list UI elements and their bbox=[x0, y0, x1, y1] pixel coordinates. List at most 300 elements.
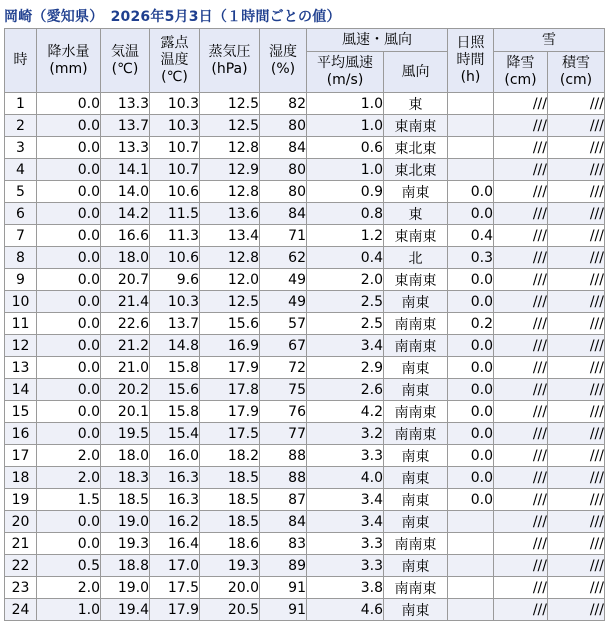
humidity-cell: 80 bbox=[260, 115, 307, 137]
dew-point-cell: 16.0 bbox=[150, 445, 200, 467]
hour-cell: 8 bbox=[5, 247, 37, 269]
dew-point-cell: 9.6 bbox=[150, 269, 200, 291]
humidity-cell: 88 bbox=[260, 445, 307, 467]
humidity-cell: 87 bbox=[260, 489, 307, 511]
snow-depth-cell: /// bbox=[548, 335, 605, 357]
table-row bbox=[5, 291, 605, 313]
hour-cell: 2 bbox=[5, 115, 37, 137]
snowfall-cell: /// bbox=[494, 599, 548, 621]
wind-direction-cell: 南東 bbox=[384, 181, 448, 203]
dew-point-cell: 17.5 bbox=[150, 577, 200, 599]
snowfall-cell: /// bbox=[494, 445, 548, 467]
wind-direction-cell: 北 bbox=[384, 247, 448, 269]
vapor-pressure-cell: 20.0 bbox=[200, 577, 260, 599]
table-header bbox=[5, 29, 605, 93]
dew-point-cell: 16.3 bbox=[150, 467, 200, 489]
snow-depth-cell: /// bbox=[548, 137, 605, 159]
hour-cell: 13 bbox=[5, 357, 37, 379]
table-row bbox=[5, 489, 605, 511]
header-humidity: 湿度 (%) bbox=[260, 29, 307, 93]
table-row bbox=[5, 423, 605, 445]
temperature-cell: 18.0 bbox=[101, 247, 150, 269]
precipitation-cell: 0.0 bbox=[37, 159, 101, 181]
vapor-pressure-cell: 17.9 bbox=[200, 357, 260, 379]
snow-depth-cell: /// bbox=[548, 467, 605, 489]
dew-point-cell: 10.3 bbox=[150, 291, 200, 313]
wind-direction-cell: 南東 bbox=[384, 357, 448, 379]
table-row bbox=[5, 159, 605, 181]
hour-cell: 18 bbox=[5, 467, 37, 489]
hour-cell: 11 bbox=[5, 313, 37, 335]
snow-depth-cell: /// bbox=[548, 225, 605, 247]
sunshine-cell: 0.3 bbox=[448, 247, 494, 269]
precipitation-cell: 0.0 bbox=[37, 511, 101, 533]
sunshine-cell: 0.0 bbox=[448, 467, 494, 489]
snowfall-cell: /// bbox=[494, 357, 548, 379]
vapor-pressure-cell: 12.5 bbox=[200, 291, 260, 313]
hour-cell: 22 bbox=[5, 555, 37, 577]
header-sunshine: 日照 時間 (h) bbox=[448, 29, 494, 93]
table-row bbox=[5, 137, 605, 159]
table-row bbox=[5, 357, 605, 379]
wind-direction-cell: 南東 bbox=[384, 599, 448, 621]
hour-cell: 12 bbox=[5, 335, 37, 357]
snow-depth-cell: /// bbox=[548, 247, 605, 269]
precipitation-cell: 2.0 bbox=[37, 467, 101, 489]
dew-point-cell: 15.6 bbox=[150, 379, 200, 401]
snowfall-cell: /// bbox=[494, 181, 548, 203]
temperature-cell: 14.1 bbox=[101, 159, 150, 181]
wind-direction-cell: 南南東 bbox=[384, 335, 448, 357]
snow-depth-cell: /// bbox=[548, 159, 605, 181]
humidity-cell: 71 bbox=[260, 225, 307, 247]
dew-point-cell: 11.3 bbox=[150, 225, 200, 247]
sunshine-cell bbox=[448, 137, 494, 159]
precipitation-cell: 0.0 bbox=[37, 203, 101, 225]
snow-depth-cell: /// bbox=[548, 313, 605, 335]
hour-cell: 24 bbox=[5, 599, 37, 621]
sunshine-cell bbox=[448, 93, 494, 115]
precipitation-cell: 0.0 bbox=[37, 93, 101, 115]
wind-speed-cell: 2.5 bbox=[307, 291, 384, 313]
hourly-observation-table bbox=[4, 28, 605, 621]
snowfall-cell: /// bbox=[494, 489, 548, 511]
temperature-cell: 21.0 bbox=[101, 357, 150, 379]
header-snowfall: 降雪 (cm) bbox=[494, 52, 548, 93]
sunshine-cell bbox=[448, 115, 494, 137]
vapor-pressure-cell: 20.5 bbox=[200, 599, 260, 621]
vapor-pressure-cell: 18.5 bbox=[200, 489, 260, 511]
hour-cell: 16 bbox=[5, 423, 37, 445]
table-row bbox=[5, 533, 605, 555]
temperature-cell: 20.2 bbox=[101, 379, 150, 401]
vapor-pressure-cell: 17.9 bbox=[200, 401, 260, 423]
snow-depth-cell: /// bbox=[548, 115, 605, 137]
dew-point-cell: 10.7 bbox=[150, 137, 200, 159]
precipitation-cell: 1.5 bbox=[37, 489, 101, 511]
dew-point-cell: 16.3 bbox=[150, 489, 200, 511]
sunshine-cell bbox=[448, 555, 494, 577]
precipitation-cell: 0.0 bbox=[37, 313, 101, 335]
table-row bbox=[5, 115, 605, 137]
temperature-cell: 13.7 bbox=[101, 115, 150, 137]
wind-direction-cell: 南南東 bbox=[384, 533, 448, 555]
table-row bbox=[5, 269, 605, 291]
sunshine-cell: 0.2 bbox=[448, 313, 494, 335]
snow-depth-cell: /// bbox=[548, 203, 605, 225]
wind-speed-cell: 4.2 bbox=[307, 401, 384, 423]
temperature-cell: 19.0 bbox=[101, 511, 150, 533]
humidity-cell: 91 bbox=[260, 599, 307, 621]
wind-direction-cell: 南東 bbox=[384, 467, 448, 489]
dew-point-cell: 16.4 bbox=[150, 533, 200, 555]
humidity-cell: 82 bbox=[260, 93, 307, 115]
snow-depth-cell: /// bbox=[548, 181, 605, 203]
sunshine-cell: 0.0 bbox=[448, 379, 494, 401]
hour-cell: 21 bbox=[5, 533, 37, 555]
dew-point-cell: 13.7 bbox=[150, 313, 200, 335]
page-title: 岡崎（愛知県） 2026年5月3日（１時間ごとの値） bbox=[4, 9, 341, 25]
wind-speed-cell: 3.2 bbox=[307, 423, 384, 445]
temperature-cell: 18.3 bbox=[101, 467, 150, 489]
table-body bbox=[5, 93, 605, 621]
temperature-cell: 19.5 bbox=[101, 423, 150, 445]
temperature-cell: 18.5 bbox=[101, 489, 150, 511]
dew-point-cell: 11.5 bbox=[150, 203, 200, 225]
hour-cell: 7 bbox=[5, 225, 37, 247]
sunshine-cell: 0.0 bbox=[448, 269, 494, 291]
table-row bbox=[5, 599, 605, 621]
snowfall-cell: /// bbox=[494, 269, 548, 291]
table-row bbox=[5, 467, 605, 489]
dew-point-cell: 10.3 bbox=[150, 115, 200, 137]
snowfall-cell: /// bbox=[494, 577, 548, 599]
snow-depth-cell: /// bbox=[548, 533, 605, 555]
humidity-cell: 88 bbox=[260, 467, 307, 489]
header-snow-group: 雪 bbox=[494, 29, 605, 52]
sunshine-cell: 0.0 bbox=[448, 291, 494, 313]
wind-speed-cell: 0.4 bbox=[307, 247, 384, 269]
temperature-cell: 13.3 bbox=[101, 93, 150, 115]
humidity-cell: 57 bbox=[260, 313, 307, 335]
temperature-cell: 22.6 bbox=[101, 313, 150, 335]
humidity-cell: 75 bbox=[260, 379, 307, 401]
wind-direction-cell: 南南東 bbox=[384, 577, 448, 599]
sunshine-cell: 0.0 bbox=[448, 203, 494, 225]
vapor-pressure-cell: 18.2 bbox=[200, 445, 260, 467]
dew-point-cell: 10.7 bbox=[150, 159, 200, 181]
vapor-pressure-cell: 12.8 bbox=[200, 181, 260, 203]
humidity-cell: 49 bbox=[260, 269, 307, 291]
hour-cell: 1 bbox=[5, 93, 37, 115]
snowfall-cell: /// bbox=[494, 159, 548, 181]
wind-speed-cell: 3.3 bbox=[307, 533, 384, 555]
vapor-pressure-cell: 19.3 bbox=[200, 555, 260, 577]
humidity-cell: 76 bbox=[260, 401, 307, 423]
humidity-cell: 67 bbox=[260, 335, 307, 357]
table-row bbox=[5, 511, 605, 533]
snowfall-cell: /// bbox=[494, 533, 548, 555]
wind-speed-cell: 3.4 bbox=[307, 335, 384, 357]
vapor-pressure-cell: 17.8 bbox=[200, 379, 260, 401]
table-row bbox=[5, 203, 605, 225]
wind-direction-cell: 東 bbox=[384, 93, 448, 115]
hour-cell: 4 bbox=[5, 159, 37, 181]
precipitation-cell: 0.0 bbox=[37, 291, 101, 313]
sunshine-cell: 0.0 bbox=[448, 335, 494, 357]
dew-point-cell: 14.8 bbox=[150, 335, 200, 357]
snow-depth-cell: /// bbox=[548, 401, 605, 423]
snow-depth-cell: /// bbox=[548, 599, 605, 621]
snow-depth-cell: /// bbox=[548, 357, 605, 379]
vapor-pressure-cell: 18.5 bbox=[200, 511, 260, 533]
wind-direction-cell: 東南東 bbox=[384, 115, 448, 137]
snowfall-cell: /// bbox=[494, 401, 548, 423]
wind-speed-cell: 2.5 bbox=[307, 313, 384, 335]
wind-speed-cell: 3.3 bbox=[307, 445, 384, 467]
header-dew-point: 露点 温度 (℃) bbox=[150, 29, 200, 93]
precipitation-cell: 0.0 bbox=[37, 181, 101, 203]
hour-cell: 15 bbox=[5, 401, 37, 423]
snow-depth-cell: /// bbox=[548, 489, 605, 511]
precipitation-cell: 0.0 bbox=[37, 379, 101, 401]
wind-speed-cell: 4.6 bbox=[307, 599, 384, 621]
vapor-pressure-cell: 13.6 bbox=[200, 203, 260, 225]
humidity-cell: 83 bbox=[260, 533, 307, 555]
precipitation-cell: 0.0 bbox=[37, 423, 101, 445]
dew-point-cell: 17.9 bbox=[150, 599, 200, 621]
sunshine-cell: 0.0 bbox=[448, 423, 494, 445]
vapor-pressure-cell: 17.5 bbox=[200, 423, 260, 445]
wind-direction-cell: 南東 bbox=[384, 291, 448, 313]
vapor-pressure-cell: 13.4 bbox=[200, 225, 260, 247]
header-wind-direction: 風向 bbox=[384, 52, 448, 93]
snowfall-cell: /// bbox=[494, 313, 548, 335]
header-hour: 時 bbox=[5, 29, 37, 93]
header-precipitation: 降水量 (mm) bbox=[37, 29, 101, 93]
wind-speed-cell: 2.9 bbox=[307, 357, 384, 379]
snow-depth-cell: /// bbox=[548, 269, 605, 291]
humidity-cell: 89 bbox=[260, 555, 307, 577]
table-row bbox=[5, 335, 605, 357]
table-row bbox=[5, 181, 605, 203]
dew-point-cell: 10.6 bbox=[150, 181, 200, 203]
wind-speed-cell: 1.0 bbox=[307, 115, 384, 137]
wind-speed-cell: 1.0 bbox=[307, 93, 384, 115]
vapor-pressure-cell: 12.5 bbox=[200, 93, 260, 115]
wind-direction-cell: 東南東 bbox=[384, 269, 448, 291]
snow-depth-cell: /// bbox=[548, 511, 605, 533]
humidity-cell: 72 bbox=[260, 357, 307, 379]
sunshine-cell: 0.0 bbox=[448, 357, 494, 379]
table-row bbox=[5, 577, 605, 599]
humidity-cell: 84 bbox=[260, 511, 307, 533]
sunshine-cell: 0.0 bbox=[448, 445, 494, 467]
temperature-cell: 13.3 bbox=[101, 137, 150, 159]
vapor-pressure-cell: 18.5 bbox=[200, 467, 260, 489]
vapor-pressure-cell: 12.5 bbox=[200, 115, 260, 137]
snow-depth-cell: /// bbox=[548, 423, 605, 445]
snow-depth-cell: /// bbox=[548, 445, 605, 467]
snowfall-cell: /// bbox=[494, 137, 548, 159]
snowfall-cell: /// bbox=[494, 467, 548, 489]
hour-cell: 5 bbox=[5, 181, 37, 203]
temperature-cell: 19.0 bbox=[101, 577, 150, 599]
snow-depth-cell: /// bbox=[548, 379, 605, 401]
humidity-cell: 49 bbox=[260, 291, 307, 313]
vapor-pressure-cell: 16.9 bbox=[200, 335, 260, 357]
wind-direction-cell: 南東 bbox=[384, 555, 448, 577]
wind-speed-cell: 2.6 bbox=[307, 379, 384, 401]
temperature-cell: 20.7 bbox=[101, 269, 150, 291]
wind-direction-cell: 南南東 bbox=[384, 401, 448, 423]
dew-point-cell: 15.8 bbox=[150, 401, 200, 423]
table-row bbox=[5, 445, 605, 467]
precipitation-cell: 0.0 bbox=[37, 247, 101, 269]
precipitation-cell: 0.0 bbox=[37, 401, 101, 423]
temperature-cell: 14.0 bbox=[101, 181, 150, 203]
table-row bbox=[5, 379, 605, 401]
snowfall-cell: /// bbox=[494, 93, 548, 115]
wind-direction-cell: 南東 bbox=[384, 489, 448, 511]
sunshine-cell bbox=[448, 599, 494, 621]
dew-point-cell: 10.3 bbox=[150, 93, 200, 115]
snow-depth-cell: /// bbox=[548, 555, 605, 577]
temperature-cell: 16.6 bbox=[101, 225, 150, 247]
snowfall-cell: /// bbox=[494, 423, 548, 445]
humidity-cell: 84 bbox=[260, 203, 307, 225]
wind-direction-cell: 南東 bbox=[384, 445, 448, 467]
temperature-cell: 20.1 bbox=[101, 401, 150, 423]
snowfall-cell: /// bbox=[494, 555, 548, 577]
hour-cell: 9 bbox=[5, 269, 37, 291]
hour-cell: 23 bbox=[5, 577, 37, 599]
sunshine-cell: 0.4 bbox=[448, 225, 494, 247]
wind-direction-cell: 東南東 bbox=[384, 225, 448, 247]
vapor-pressure-cell: 18.6 bbox=[200, 533, 260, 555]
sunshine-cell bbox=[448, 577, 494, 599]
snowfall-cell: /// bbox=[494, 291, 548, 313]
precipitation-cell: 0.0 bbox=[37, 115, 101, 137]
snowfall-cell: /// bbox=[494, 335, 548, 357]
sunshine-cell bbox=[448, 159, 494, 181]
header-wind-speed: 平均風速 (m/s) bbox=[307, 52, 384, 93]
wind-speed-cell: 2.0 bbox=[307, 269, 384, 291]
precipitation-cell: 1.0 bbox=[37, 599, 101, 621]
humidity-cell: 62 bbox=[260, 247, 307, 269]
hour-cell: 20 bbox=[5, 511, 37, 533]
wind-speed-cell: 3.4 bbox=[307, 511, 384, 533]
table-row bbox=[5, 225, 605, 247]
hour-cell: 3 bbox=[5, 137, 37, 159]
temperature-cell: 14.2 bbox=[101, 203, 150, 225]
snow-depth-cell: /// bbox=[548, 93, 605, 115]
hour-cell: 17 bbox=[5, 445, 37, 467]
wind-speed-cell: 3.4 bbox=[307, 489, 384, 511]
humidity-cell: 77 bbox=[260, 423, 307, 445]
temperature-cell: 18.8 bbox=[101, 555, 150, 577]
dew-point-cell: 10.6 bbox=[150, 247, 200, 269]
wind-speed-cell: 3.8 bbox=[307, 577, 384, 599]
precipitation-cell: 2.0 bbox=[37, 577, 101, 599]
hour-cell: 10 bbox=[5, 291, 37, 313]
wind-speed-cell: 3.3 bbox=[307, 555, 384, 577]
sunshine-cell bbox=[448, 533, 494, 555]
table-row bbox=[5, 313, 605, 335]
precipitation-cell: 0.0 bbox=[37, 269, 101, 291]
table-row bbox=[5, 555, 605, 577]
sunshine-cell: 0.0 bbox=[448, 401, 494, 423]
snowfall-cell: /// bbox=[494, 115, 548, 137]
temperature-cell: 21.2 bbox=[101, 335, 150, 357]
temperature-cell: 18.0 bbox=[101, 445, 150, 467]
dew-point-cell: 15.8 bbox=[150, 357, 200, 379]
snowfall-cell: /// bbox=[494, 203, 548, 225]
precipitation-cell: 0.0 bbox=[37, 225, 101, 247]
temperature-cell: 19.3 bbox=[101, 533, 150, 555]
hour-cell: 6 bbox=[5, 203, 37, 225]
sunshine-cell: 0.0 bbox=[448, 181, 494, 203]
header-wind-group: 風速・風向 bbox=[307, 29, 448, 52]
vapor-pressure-cell: 12.8 bbox=[200, 137, 260, 159]
temperature-cell: 19.4 bbox=[101, 599, 150, 621]
wind-speed-cell: 4.0 bbox=[307, 467, 384, 489]
snowfall-cell: /// bbox=[494, 247, 548, 269]
header-vapor-pressure: 蒸気圧 (hPa) bbox=[200, 29, 260, 93]
wind-direction-cell: 東 bbox=[384, 203, 448, 225]
vapor-pressure-cell: 15.6 bbox=[200, 313, 260, 335]
dew-point-cell: 15.4 bbox=[150, 423, 200, 445]
humidity-cell: 80 bbox=[260, 181, 307, 203]
table-row bbox=[5, 93, 605, 115]
wind-direction-cell: 南東 bbox=[384, 511, 448, 533]
wind-speed-cell: 1.2 bbox=[307, 225, 384, 247]
wind-speed-cell: 0.6 bbox=[307, 137, 384, 159]
wind-speed-cell: 0.9 bbox=[307, 181, 384, 203]
snowfall-cell: /// bbox=[494, 225, 548, 247]
precipitation-cell: 0.0 bbox=[37, 335, 101, 357]
hour-cell: 14 bbox=[5, 379, 37, 401]
precipitation-cell: 0.0 bbox=[37, 533, 101, 555]
sunshine-cell: 0.0 bbox=[448, 489, 494, 511]
table-row bbox=[5, 247, 605, 269]
snowfall-cell: /// bbox=[494, 379, 548, 401]
wind-direction-cell: 南南東 bbox=[384, 423, 448, 445]
vapor-pressure-cell: 12.8 bbox=[200, 247, 260, 269]
hour-cell: 19 bbox=[5, 489, 37, 511]
dew-point-cell: 17.0 bbox=[150, 555, 200, 577]
vapor-pressure-cell: 12.9 bbox=[200, 159, 260, 181]
snowfall-cell: /// bbox=[494, 511, 548, 533]
humidity-cell: 80 bbox=[260, 159, 307, 181]
wind-speed-cell: 1.0 bbox=[307, 159, 384, 181]
precipitation-cell: 0.0 bbox=[37, 137, 101, 159]
table-row bbox=[5, 401, 605, 423]
dew-point-cell: 16.2 bbox=[150, 511, 200, 533]
wind-direction-cell: 東北東 bbox=[384, 137, 448, 159]
header-snow-depth: 積雪 (cm) bbox=[548, 52, 605, 93]
wind-direction-cell: 南東 bbox=[384, 379, 448, 401]
wind-direction-cell: 東北東 bbox=[384, 159, 448, 181]
precipitation-cell: 0.0 bbox=[37, 357, 101, 379]
header-temperature: 気温 (℃) bbox=[101, 29, 150, 93]
precipitation-cell: 2.0 bbox=[37, 445, 101, 467]
temperature-cell: 21.4 bbox=[101, 291, 150, 313]
wind-speed-cell: 0.8 bbox=[307, 203, 384, 225]
vapor-pressure-cell: 12.0 bbox=[200, 269, 260, 291]
snow-depth-cell: /// bbox=[548, 577, 605, 599]
wind-direction-cell: 南南東 bbox=[384, 313, 448, 335]
